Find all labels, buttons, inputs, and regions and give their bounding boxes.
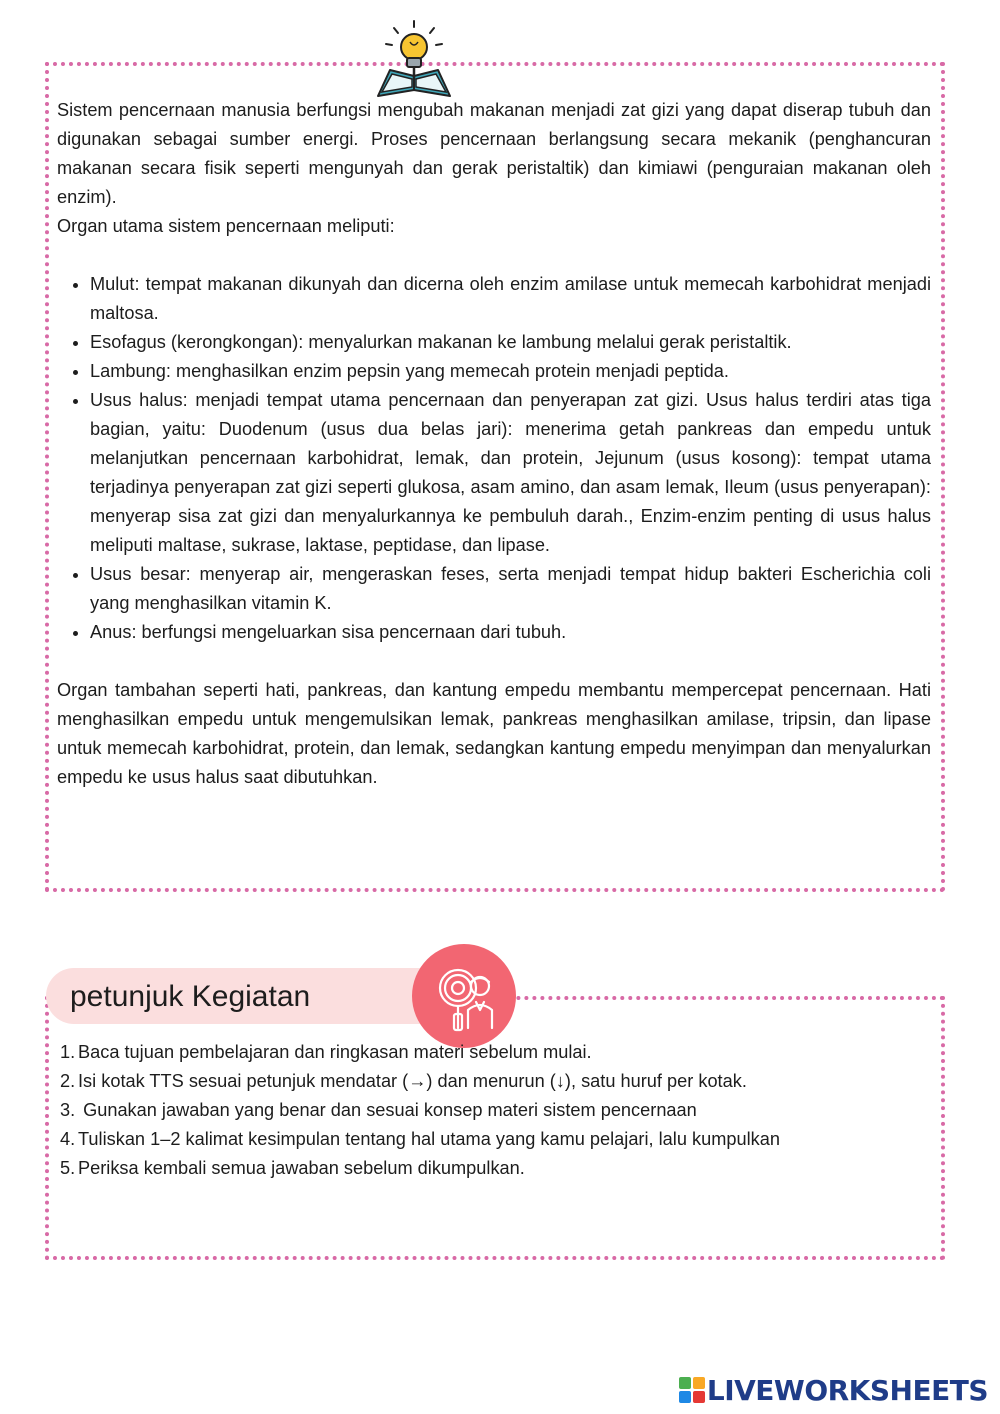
step-number: 3.	[60, 1100, 76, 1120]
list-item: • Lambung: menghasilkan enzim pepsin yang memecah protein menjadi peptida.	[90, 357, 931, 386]
list-item	[60, 1125, 922, 1154]
list-item	[60, 1038, 922, 1067]
step-text: Periksa kembali semua jawaban sebelum dikumpulkan.	[78, 1158, 525, 1178]
step-text: Gunakan jawaban yang benar dan sesuai konsep materi sistem pencernaan	[78, 1100, 697, 1120]
list-item	[60, 1096, 922, 1125]
list-item: • Mulut: tempat makanan dikunyah dan dicerna oleh enzim amilase untuk memecah karbohidrat menjadi maltosa.	[90, 270, 931, 328]
list-item: • Usus halus: menjadi tempat utama pencernaan dan penyerapan zat gizi. Usus halus terdiri atas tiga bagian, yaitu: Duodenum (usus dua belas jari): menerima getah pankreas dan empedu untuk melanjutkan pencernaan karbohidrat, lemak, dan protein, Jejunum (usus kosong): tempat utama terjadinya penyerapan zat gizi seperti glukosa, asam amino, dan asam lemak, Ileum (usus penyerapan): menyerap sisa zat gizi dan menyalurkannya ke pembuluh darah., Enzim-enzim penting di usus halus meliputi maltase, sukrase, laktase, peptidase, dan lipase.	[90, 386, 931, 560]
step-text: Isi kotak TTS sesuai petunjuk mendatar (→) dan menurun (↓), satu huruf per kotak.	[78, 1071, 747, 1091]
intro-paragraph: Sistem pencernaan manusia berfungsi mengubah makanan menjadi zat gizi yang dapat diserap tubuh dan digunakan sebagai sumber energi. Proses pencernaan berlangsung secara mekanik (penghancuran makanan secara fisik seperti mengunyah dan gerak peristaltik) dan kimiawi (penguraian makanan oleh enzim).	[57, 100, 931, 207]
organ-list	[57, 270, 931, 647]
instruction-steps	[60, 1038, 922, 1183]
step-number: 4.	[60, 1129, 76, 1149]
materi-content	[57, 96, 931, 792]
list-item: • Anus: berfungsi mengeluarkan sisa pencernaan dari tubuh.	[90, 618, 931, 647]
liveworksheets-logo[interactable]	[679, 1374, 988, 1406]
step-number: 5.	[60, 1158, 76, 1178]
lightbulb-book-icon	[372, 18, 456, 102]
step-number: 1.	[60, 1042, 76, 1062]
section-title: petunjuk Kegiatan	[70, 980, 311, 1013]
step-text: Baca tujuan pembelajaran dan ringkasan materi sebelum mulai.	[78, 1042, 592, 1062]
organ-list-heading: Organ utama sistem pencernaan meliputi:	[57, 216, 395, 236]
person-magnifier-icon	[412, 944, 516, 1048]
list-item	[60, 1154, 922, 1183]
accessory-organs-paragraph: Organ tambahan seperti hati, pankreas, dan kantung empedu membantu mempercepat pencernaan. Hati menghasilkan empedu untuk mengemulsikan lemak, pankreas menghasilkan amilase, tripsin, dan lipase untuk memecah karbohidrat, protein, dan lemak, sedangkan kantung empedu menyimpan dan menyalurkan empedu ke usus halus saat dibutuhkan.	[57, 680, 931, 787]
list-item: • Esofagus (kerongkongan): menyalurkan makanan ke lambung melalui gerak peristaltik.	[90, 328, 931, 357]
list-item: • Usus besar: menyerap air, mengeraskan feses, serta menjadi tempat hidup bakteri Escherichia coli yang menghasilkan vitamin K.	[90, 560, 931, 618]
liveworksheets-logo-icon	[679, 1377, 705, 1403]
list-item	[60, 1067, 922, 1096]
step-number: 2.	[60, 1071, 76, 1091]
step-text: Tuliskan 1–2 kalimat kesimpulan tentang hal utama yang kamu pelajari, lalu kumpulkan	[78, 1129, 780, 1149]
logo-text: LIVEWORKSHEETS	[706, 1373, 988, 1407]
